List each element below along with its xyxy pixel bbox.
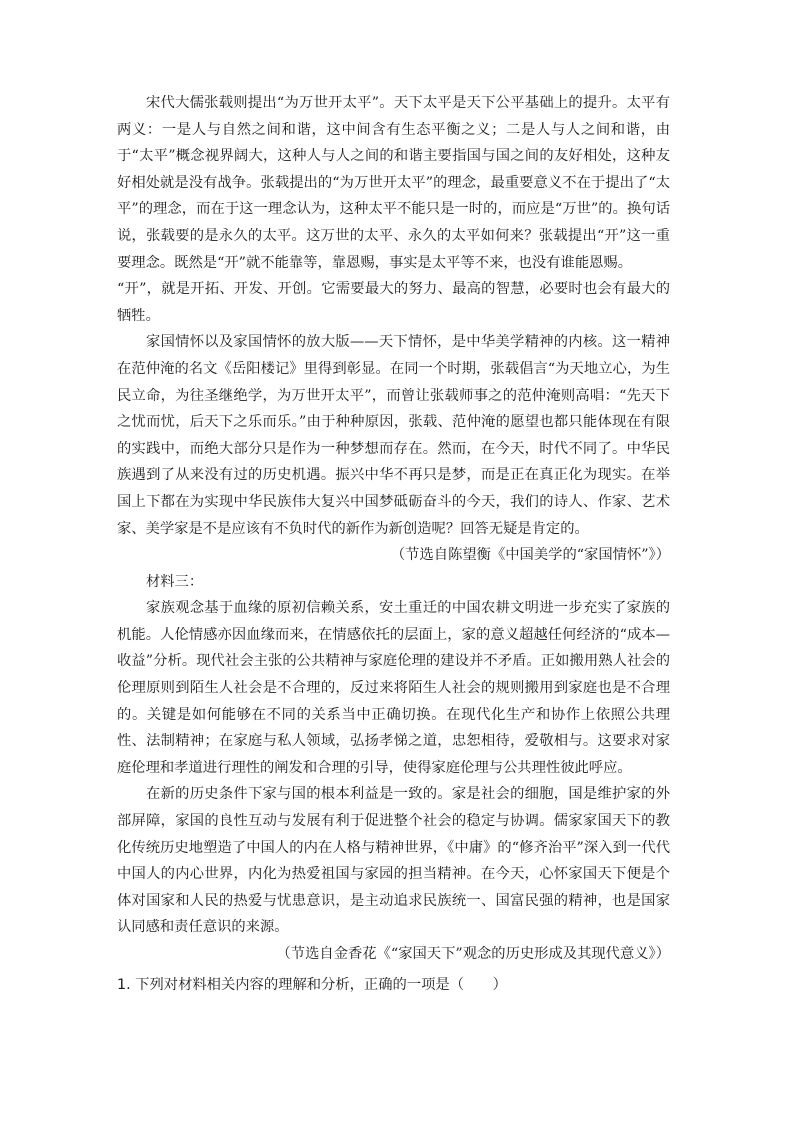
question-one: 1. 下列对材料相关内容的理解和分析，正确的一项是（ ） xyxy=(117,976,507,993)
source-citation-chen: （节选自陈望衡《中国美学的“家国情怀”》） xyxy=(390,547,670,564)
source-citation-jin: （节选自金香花《“家国天下”观念的历史形成及其现代意义》） xyxy=(276,946,670,962)
paragraph-jiazu-guannian: 家族观念基于血缘的原初信赖关系，安土重迁的中国农耕文明进一步充实了家族的机能。人伦情感亦因血缘而来，在情感依托的层面上，家的意义超越任何经济的“成本—收益”分析。现代社会主张的公共精神与家庭伦理的建设并不矛盾。正如搬用熟人社会的伦理原则到陌生人社会是不合理的，反过来将陌生人社会的规则搬用到家庭也是不合理的。关键是如何能够在不同的关系当中正确切换。在现代化生产和协作上依照公共理性、法制精神；在家庭与私人领域，弘扬孝悌之道，忠恕相待，爱敬相与。这要求对家庭伦理和孝道进行理性的阐发和合理的引导，使得家庭伦理与公共理性彼此呼应。 xyxy=(117,600,670,776)
paragraph-jiaguo-qinghuai: 家国情怀以及家国情怀的放大版——天下情怀，是中华美学精神的内核。这一精神在范仲淹的名文《岳阳楼记》里得到彰显。在同一个时期，张载倡言“为天地立心，为生民立命，为往圣继绝学，为万世开太平”，而曾让张载师事之的范仲淹则高唱：“先天下之忧而忧，后天下之乐而乐。”由于种种原因，张载、范仲淹的愿望也都只能体现在有限的实践中，而绝大部分只是作为一种梦想而存在。然而，在今天，时代不同了。中华民族遇到了从来没有过的历史机遇。振兴中华不再只是梦，而是正在真正化为现实。在举国上下都在为实现中华民族伟大复兴中国梦砥砺奋斗的今天，我们的诗人、作家、艺术家、美学家是不是应该有不负时代的新作为新创造呢？回答无疑是肯定的。 xyxy=(117,334,670,537)
material-three-heading: 材料三： xyxy=(146,573,204,590)
document-page xyxy=(117,90,670,998)
paragraph-zhangzai-taiping: 宋代大儒张载则提出“为万世开太平”。天下太平是天下公平基础上的提升。太平有两义：一是人与自然之间和谐，这中间含有生态平衡之义；二是人与人之间和谐，由于“太平”概念视界阔大，这种人与人之间的和谐主要指国与国之间的友好相处，这种友好相处就是没有战争。张载提出的“为万世开太平”的理念，最重要意义不在于提出了“太平”的理念，而在于这一理念认为，这种太平不能只是一时的，而应是“万世”的。换句话说，张载要的是永久的太平。这万世的太平、永久的太平如何来？张载提出“开”这一重要理念。既然是“开”就不能靠等，靠恩赐，事实是太平等不来，也没有谁能恩赐。 xyxy=(117,95,670,271)
paragraph-kai-meaning: “开”，就是开拓、开发、开创。它需要最大的努力、最高的智慧，必要时也会有最大的牺牲。 xyxy=(117,281,670,324)
paragraph-jia-guo-liyi: 在新的历史条件下家与国的根本利益是一致的。家是社会的细胞，国是维护家的外部屏障，家国的良性互动与发展有利于促进整个社会的稳定与协调。儒家家国天下的教化传统历史地塑造了中国人的内在人格与精神世界，《中庸》的“修齐治平”深入到一代代中国人的内心世界，内化为热爱祖国与家园的担当精神。在今天，心怀家国天下便是个体对国家和人民的热爱与忧患意识，是主动追求民族统一、国富民强的精神，也是国家认同感和责任意识的来源。 xyxy=(117,786,670,936)
